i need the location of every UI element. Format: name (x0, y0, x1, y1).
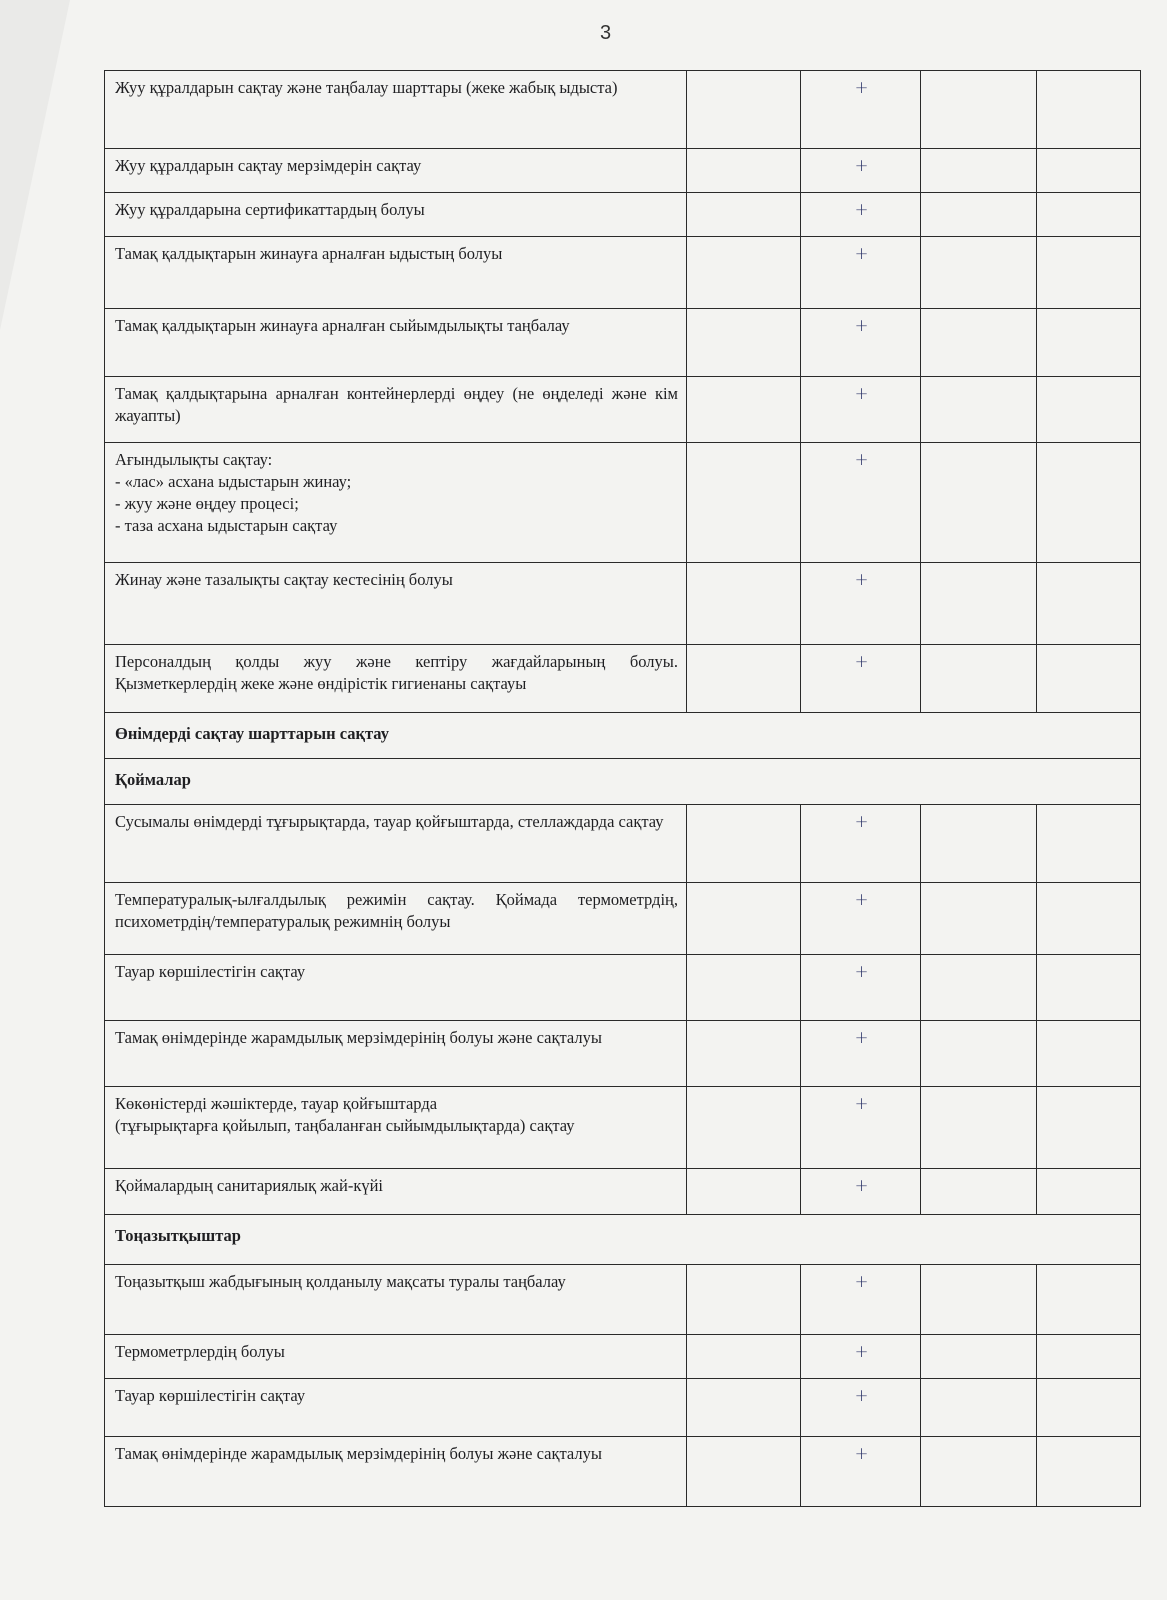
blank-cell (1037, 645, 1141, 713)
blank-cell (687, 193, 801, 237)
handwritten-plus-mark: + (801, 1169, 921, 1215)
requirement-text: Қоймалардың санитариялық жай-күйі (105, 1169, 687, 1215)
checklist-row (105, 1169, 1141, 1215)
checklist-row (105, 1379, 1141, 1437)
checklist-row (105, 377, 1141, 443)
blank-cell (1037, 1437, 1141, 1507)
blank-cell (1037, 1335, 1141, 1379)
blank-cell (921, 563, 1037, 645)
page-number: 3 (600, 22, 612, 44)
blank-cell (1037, 883, 1141, 955)
blank-cell (921, 805, 1037, 883)
section-header-row (105, 713, 1141, 759)
blank-cell (687, 955, 801, 1021)
blank-cell (687, 71, 801, 149)
blank-cell (1037, 237, 1141, 309)
blank-cell (1037, 309, 1141, 377)
checklist-row (105, 309, 1141, 377)
handwritten-plus-mark: + (801, 1087, 921, 1169)
requirement-text: Сусымалы өнімдерді тұғырықтарда, тауар қойғыштарда, стеллаждарда сақтау (105, 805, 687, 883)
blank-cell (1037, 1087, 1141, 1169)
handwritten-plus-mark: + (801, 883, 921, 955)
blank-cell (921, 645, 1037, 713)
blank-cell (687, 1087, 801, 1169)
handwritten-plus-mark: + (801, 237, 921, 309)
blank-cell (1037, 563, 1141, 645)
requirement-line: (тұғырықтарға қойылып, таңбаланған сыйымдылықтарда) сақтау (115, 1116, 575, 1135)
requirement-text: Жуу құралдарын сақтау мерзімдерін сақтау (105, 149, 687, 193)
requirement-line: Ағындылықты сақтау: (115, 450, 273, 469)
blank-cell (1037, 805, 1141, 883)
requirement-text: Тамақ қалдықтарын жинауға арналған ыдыстың болуы (105, 237, 687, 309)
checklist-table (104, 70, 1141, 1507)
checklist-row (105, 805, 1141, 883)
checklist-row (105, 443, 1141, 563)
blank-cell (687, 237, 801, 309)
section-header-row (105, 1215, 1141, 1265)
checklist-row (105, 149, 1141, 193)
blank-cell (1037, 149, 1141, 193)
blank-cell (1037, 1169, 1141, 1215)
blank-cell (687, 805, 801, 883)
handwritten-plus-mark: + (801, 149, 921, 193)
blank-cell (921, 1265, 1037, 1335)
checklist-row (105, 645, 1141, 713)
blank-cell (687, 443, 801, 563)
requirement-text: Жинау және тазалықты сақтау кестесінің болуы (105, 563, 687, 645)
handwritten-plus-mark: + (801, 563, 921, 645)
checklist-row (105, 1087, 1141, 1169)
blank-cell (1037, 377, 1141, 443)
checklist-body (105, 71, 1141, 1507)
section-title: Қоймалар (105, 759, 1141, 805)
blank-cell (921, 955, 1037, 1021)
blank-cell (1037, 1379, 1141, 1437)
requirement-line: - «лас» асхана ыдыстарын жинау; (115, 472, 352, 491)
requirement-line: - таза асхана ыдыстарын сақтау (115, 516, 338, 535)
requirement-text: Температуралық-ылғалдылық режимін сақтау. Қоймада термометрдің, психометрдің/температуралық режимнің болуы (105, 883, 687, 955)
handwritten-plus-mark: + (801, 1021, 921, 1087)
checklist-row (105, 237, 1141, 309)
blank-cell (687, 1265, 801, 1335)
blank-cell (687, 1335, 801, 1379)
handwritten-plus-mark: + (801, 309, 921, 377)
requirement-text: Тауар көршілестігін сақтау (105, 1379, 687, 1437)
blank-cell (1037, 955, 1141, 1021)
blank-cell (687, 1379, 801, 1437)
blank-cell (1037, 71, 1141, 149)
blank-cell (921, 237, 1037, 309)
requirement-text: Тауар көршілестігін сақтау (105, 955, 687, 1021)
section-title: Өнімдерді сақтау шарттарын сақтау (105, 713, 1141, 759)
checklist-row (105, 193, 1141, 237)
handwritten-plus-mark: + (801, 377, 921, 443)
requirement-line: Көкөністерді жәшіктерде, тауар қойғыштарда (115, 1094, 438, 1113)
page-fold-shadow (0, 0, 70, 330)
checklist-row (105, 563, 1141, 645)
blank-cell (687, 1437, 801, 1507)
blank-cell (687, 1021, 801, 1087)
handwritten-plus-mark: + (801, 1437, 921, 1507)
blank-cell (687, 563, 801, 645)
handwritten-plus-mark: + (801, 71, 921, 149)
blank-cell (687, 645, 801, 713)
blank-cell (687, 883, 801, 955)
requirement-text: Жуу құралдарына сертификаттардың болуы (105, 193, 687, 237)
blank-cell (921, 71, 1037, 149)
checklist-row (105, 1265, 1141, 1335)
handwritten-plus-mark: + (801, 645, 921, 713)
blank-cell (1037, 193, 1141, 237)
checklist-row (105, 1335, 1141, 1379)
blank-cell (921, 1437, 1037, 1507)
requirement-text: Персоналдың қолды жуу және кептіру жағдайларының болуы. Қызметкерлердің жеке және өндірістік гигиенаны сақтауы (105, 645, 687, 713)
blank-cell (1037, 443, 1141, 563)
blank-cell (921, 443, 1037, 563)
handwritten-plus-mark: + (801, 1379, 921, 1437)
blank-cell (687, 377, 801, 443)
handwritten-plus-mark: + (801, 1265, 921, 1335)
blank-cell (687, 1169, 801, 1215)
requirement-text: Термометрлердің болуы (105, 1335, 687, 1379)
blank-cell (921, 193, 1037, 237)
blank-cell (921, 1335, 1037, 1379)
requirement-text: Жуу құралдарын сақтау және таңбалау шарттары (жеке жабық ыдыста) (105, 71, 687, 149)
handwritten-plus-mark: + (801, 955, 921, 1021)
checklist-row (105, 71, 1141, 149)
blank-cell (921, 149, 1037, 193)
blank-cell (921, 883, 1037, 955)
requirement-text: Тамақ өнімдерінде жарамдылық мерзімдерінің болуы және сақталуы (105, 1021, 687, 1087)
blank-cell (921, 1021, 1037, 1087)
blank-cell (1037, 1021, 1141, 1087)
checklist-row (105, 1437, 1141, 1507)
section-title: Тоңазытқыштар (105, 1215, 1141, 1265)
blank-cell (921, 1379, 1037, 1437)
requirement-text (105, 443, 687, 563)
requirement-line: - жуу және өңдеу процесі; (115, 494, 299, 513)
handwritten-plus-mark: + (801, 1335, 921, 1379)
requirement-text: Тоңазытқыш жабдығының қолданылу мақсаты туралы таңбалау (105, 1265, 687, 1335)
blank-cell (687, 309, 801, 377)
section-header-row (105, 759, 1141, 805)
checklist-row (105, 955, 1141, 1021)
blank-cell (921, 309, 1037, 377)
handwritten-plus-mark: + (801, 443, 921, 563)
requirement-text: Тамақ қалдықтарына арналған контейнерлерді өңдеу (не өңделеді және кім жауапты) (105, 377, 687, 443)
blank-cell (921, 377, 1037, 443)
requirement-text (105, 1087, 687, 1169)
handwritten-plus-mark: + (801, 805, 921, 883)
checklist-row (105, 883, 1141, 955)
blank-cell (1037, 1265, 1141, 1335)
handwritten-plus-mark: + (801, 193, 921, 237)
requirement-text: Тамақ өнімдерінде жарамдылық мерзімдерінің болуы және сақталуы (105, 1437, 687, 1507)
blank-cell (921, 1169, 1037, 1215)
requirement-text: Тамақ қалдықтарын жинауға арналған сыйымдылықты таңбалау (105, 309, 687, 377)
blank-cell (687, 149, 801, 193)
checklist-row (105, 1021, 1141, 1087)
blank-cell (921, 1087, 1037, 1169)
